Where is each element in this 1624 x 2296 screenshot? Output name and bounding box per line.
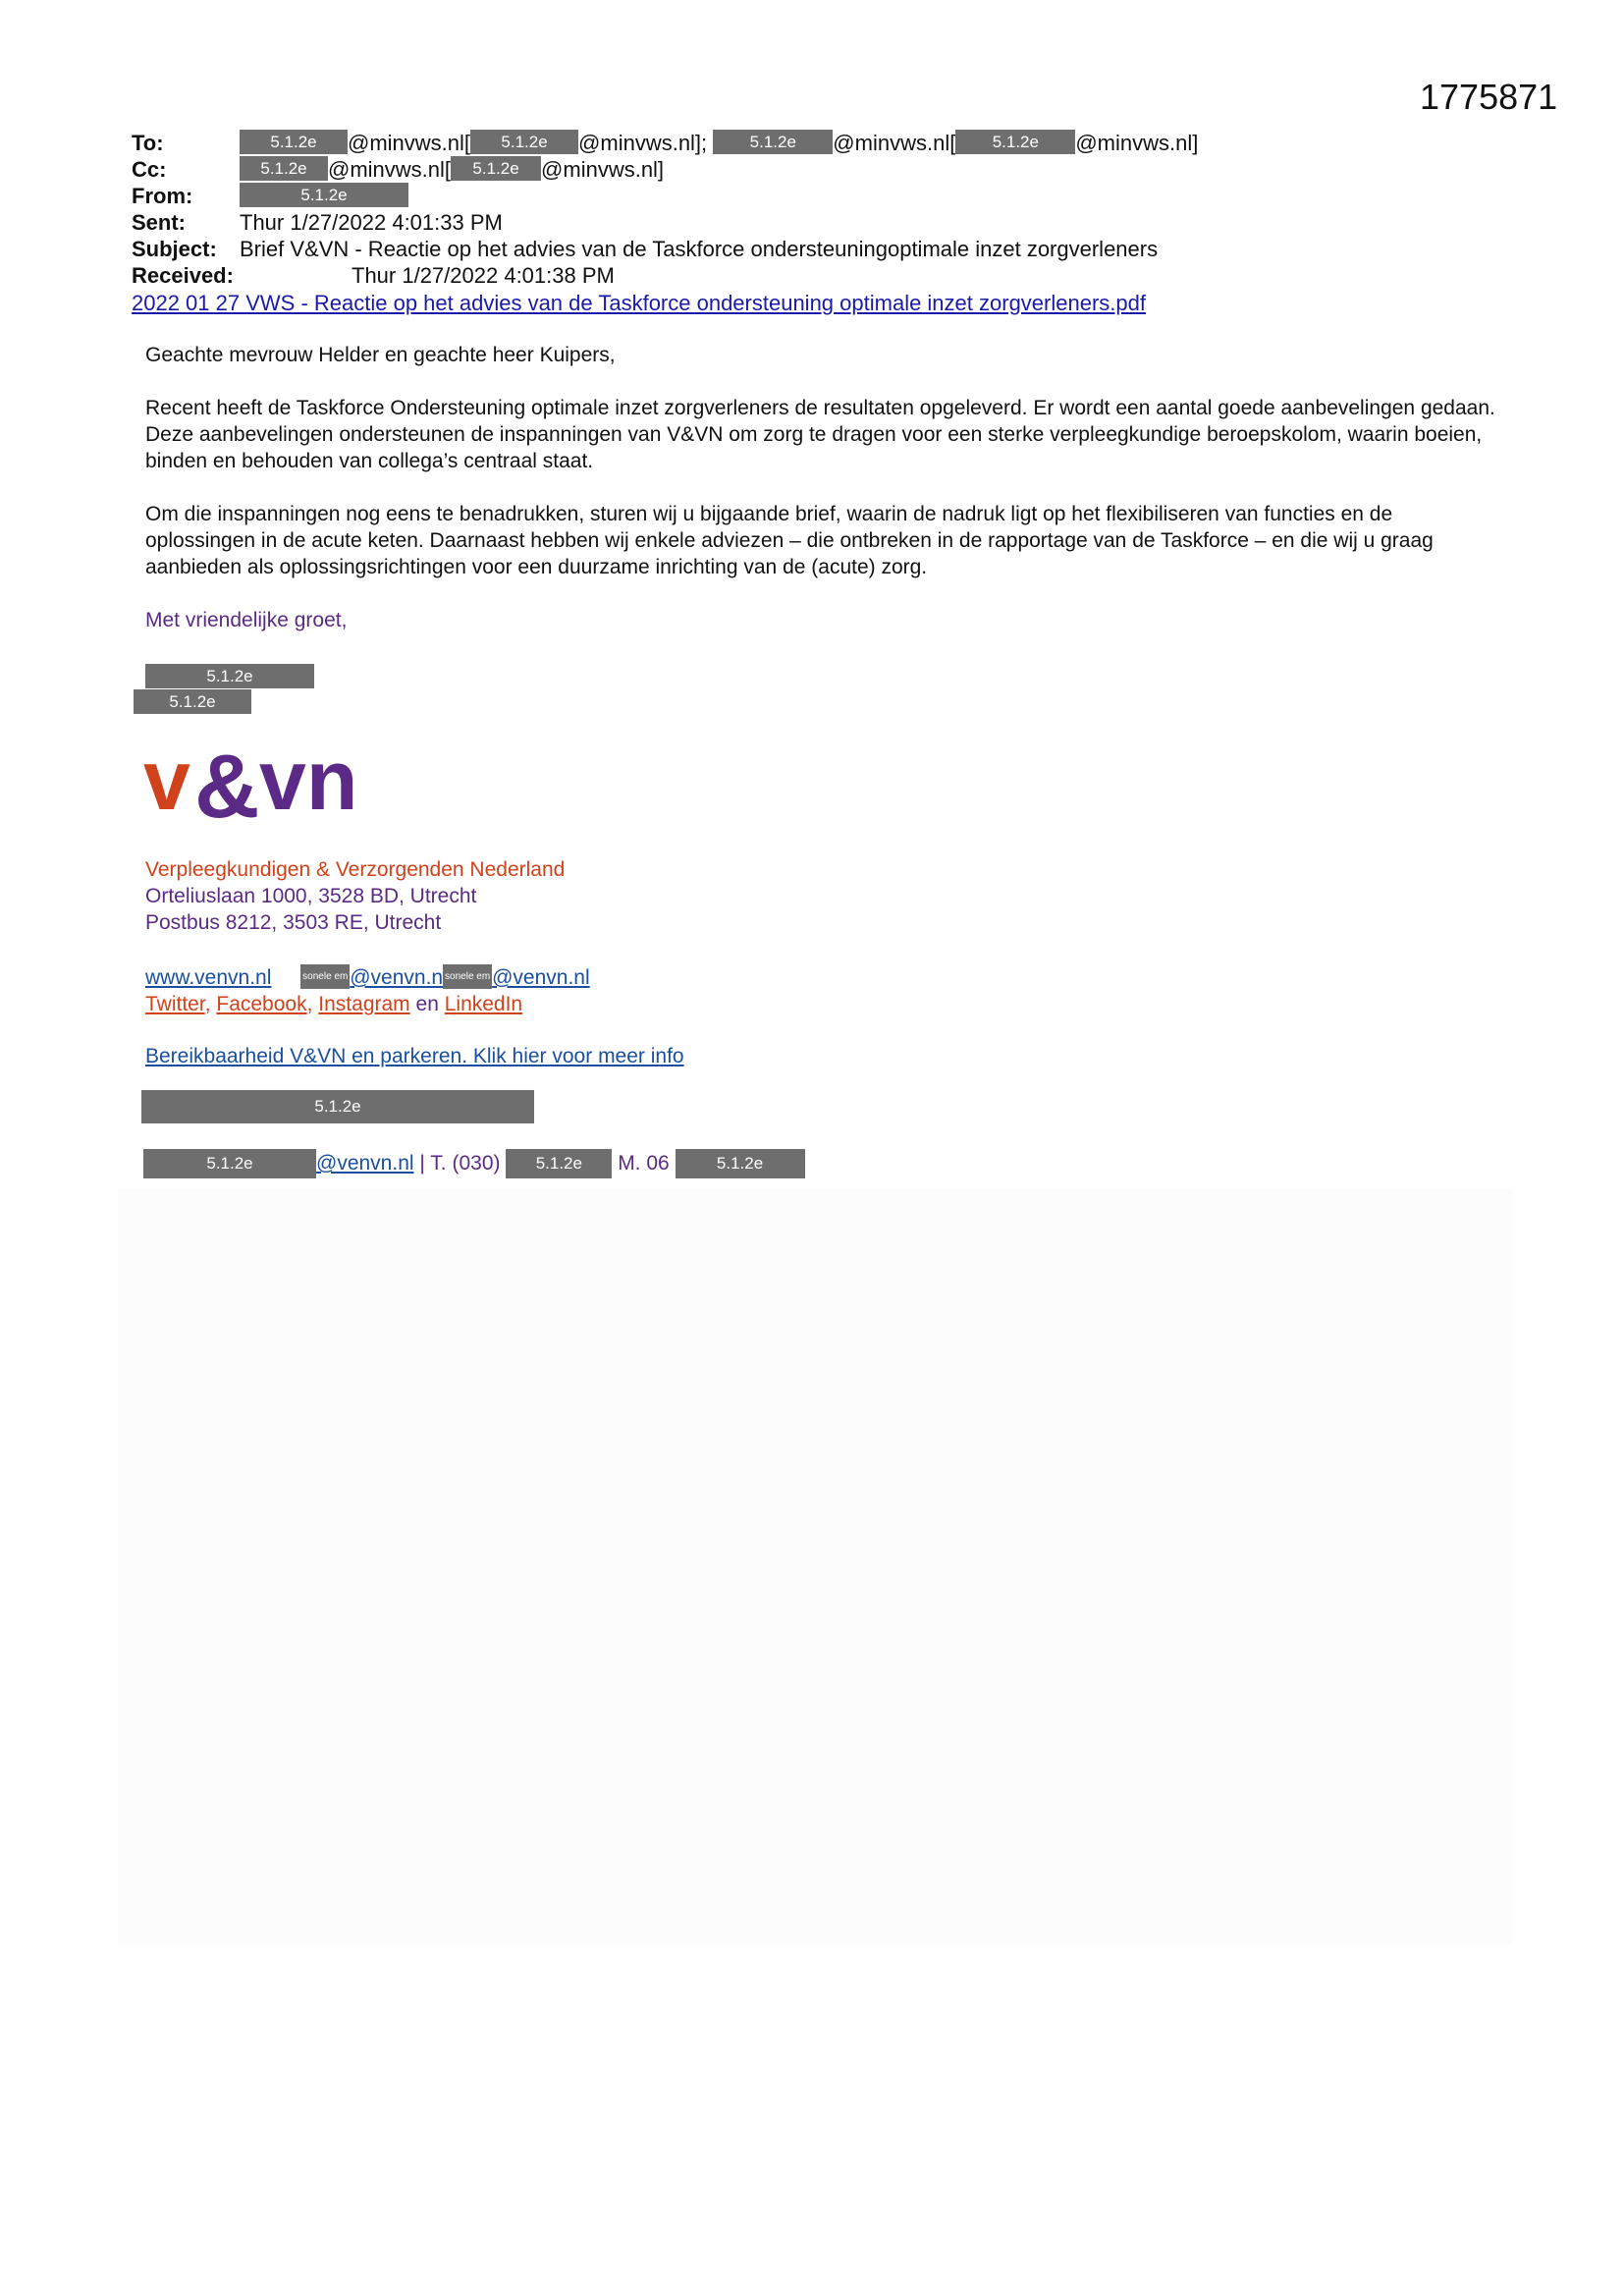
organisation-block xyxy=(145,856,565,936)
redaction: sonele em xyxy=(443,964,492,989)
page-background-shade xyxy=(118,1188,1512,1944)
twitter-link[interactable]: Twitter xyxy=(145,993,205,1015)
greeting: Geachte mevrouw Helder en geachte heer Kuipers, xyxy=(145,344,616,366)
contact-email-link[interactable]: @venvn.nl xyxy=(316,1152,414,1175)
venvn-logo xyxy=(143,738,408,833)
website-link[interactable]: www.venvn.nl xyxy=(145,966,272,989)
sent-value: Thur 1/27/2022 4:01:33 PM xyxy=(240,210,503,235)
subject-label: Subject: xyxy=(132,237,217,261)
address-line-2: Postbus 8212, 3503 RE, Utrecht xyxy=(145,911,442,934)
redaction: 5.1.2e xyxy=(240,156,328,181)
sent-label: Sent: xyxy=(132,210,186,235)
to-domain-3: @minvws.nl[ xyxy=(833,131,956,155)
facebook-link[interactable]: Facebook xyxy=(216,993,307,1015)
subject-value: Brief V&VN - Reactie op het advies van de Taskforce ondersteuningoptimale inzet zorgverleners xyxy=(240,237,1159,261)
contact-name-redaction: 5.1.2e xyxy=(141,1090,534,1123)
closing: Met vriendelijke groet, xyxy=(145,609,348,631)
redaction: 5.1.2e xyxy=(143,1149,316,1178)
signature-links xyxy=(145,964,590,1017)
email-link-1[interactable]: @venvn.n xyxy=(350,966,444,989)
cc-domain-1: @minvws.nl[ xyxy=(328,157,452,182)
contact-row xyxy=(143,1149,805,1178)
body-paragraph-2: Om die inspanningen nog eens te benadrukken, sturen wij u bijgaande brief, waarin de nadruk ligt op het flexibiliseren van functies en de oplossingen in de acute keten. Daarnaast hebben wij enkele adviezen – die ontbreken in de rapportage van de Taskforce – en die wij u graag aanbieden als oplossingsrichtingen voor een duurzame inrichting van de (acute) zorg. xyxy=(145,503,1434,578)
redaction: 5.1.2e xyxy=(470,130,578,154)
linkedin-link[interactable]: LinkedIn xyxy=(444,993,523,1015)
signature-name-redaction: 5.1.2e xyxy=(145,664,314,688)
document-number: 1775871 xyxy=(1420,77,1558,117)
from-label: From: xyxy=(132,184,193,208)
bereikbaarheid-link[interactable]: Bereikbaarheid V&VN en parkeren. Klik hier voor meer info xyxy=(145,1045,684,1067)
redaction: 5.1.2e xyxy=(955,130,1075,154)
email-link-2[interactable]: @venvn.nl xyxy=(492,966,590,989)
to-domain-1: @minvws.nl[ xyxy=(348,131,471,155)
mobile-prefix: M. 06 xyxy=(618,1152,670,1175)
org-name: Verpleegkundigen & Verzorgenden Nederland xyxy=(145,858,566,881)
to-domain-4: @minvws.nl] xyxy=(1075,131,1199,155)
redaction: 5.1.2e xyxy=(240,130,348,154)
logo-vn: vn xyxy=(259,738,358,828)
attachment-link[interactable]: 2022 01 27 VWS - Reactie op het advies van de Taskforce ondersteuning optimale inzet zorgverleners.pdf xyxy=(132,291,1146,315)
to-domain-2: @minvws.nl]; xyxy=(578,131,708,155)
social-row xyxy=(145,991,590,1017)
redaction: sonele em xyxy=(300,964,350,989)
instagram-link[interactable]: Instagram xyxy=(318,993,410,1015)
logo-ampersand: & xyxy=(194,738,260,833)
redaction: 5.1.2e xyxy=(506,1149,612,1178)
address-line-1: Orteliuslaan 1000, 3528 BD, Utrecht xyxy=(145,885,477,907)
cc-domain-2: @minvws.nl] xyxy=(541,157,665,182)
separator-comma: , xyxy=(204,993,211,1015)
body-paragraph-1: Recent heeft de Taskforce Ondersteuning optimale inzet zorgverleners de resultaten opgeleverd. Er wordt een aantal goede aanbevelingen gedaan. Deze aanbevelingen ondersteunen de inspanningen van V&VN om zorg te dragen voor een sterke verpleegkundige beroepskolom, waarin boeien, binden en behouden van collega’s centraal staat. xyxy=(145,397,1495,472)
to-value xyxy=(240,130,1198,156)
to-label: To: xyxy=(132,131,164,155)
phone-prefix: | T. (030) xyxy=(419,1152,501,1175)
cc-label: Cc: xyxy=(132,157,167,182)
redaction: 5.1.2e xyxy=(676,1149,805,1178)
and-text: en xyxy=(415,993,439,1015)
cc-value xyxy=(240,156,664,183)
separator-comma: , xyxy=(306,993,313,1015)
redaction: 5.1.2e xyxy=(713,130,833,154)
redaction: 5.1.2e xyxy=(240,183,408,207)
redaction: 5.1.2e xyxy=(451,156,541,181)
logo-v: v xyxy=(143,738,190,828)
signature-title-redaction: 5.1.2e xyxy=(134,689,251,714)
web-email-row xyxy=(145,964,590,991)
received-label: Received: xyxy=(132,263,234,288)
received-value: Thur 1/27/2022 4:01:38 PM xyxy=(352,263,615,288)
from-value xyxy=(240,183,408,209)
